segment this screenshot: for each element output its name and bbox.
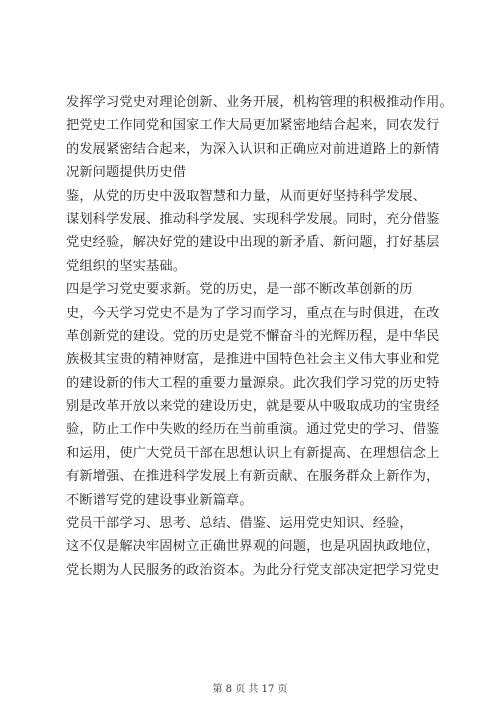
text-line: 别是改革开放以来党的建设历史，就是要从中吸取成功的宝贵经 [66,399,440,415]
text-line: 这不仅是解决牢固树立正确世界观的问题，也是巩固执政地位， [66,539,440,555]
text-line: 党员干部学习、思考、总结、借鉴、运用党史知识、经验， [66,516,413,532]
text-line: 况新问题提供历史借 [66,165,187,181]
text-line: 党组织的坚实基础。 [66,258,187,274]
text-line: 和运用，使广大党员干部在思想认识上有新提高、在理想信念上 [66,445,440,461]
text-line: 族极其宝贵的精神财富，是推进中国特色社会主义伟大事业和党 [66,352,440,368]
document-body [66,91,453,582]
page-number-footer: 第 8 页 共 17 页 [212,684,288,695]
text-line: 发挥学习党史对理论创新、业务开展，机构管理的积极推动作用。 [66,95,453,110]
text-line: 党史经验，解决好党的建设中出现的新矛盾、新问题，打好基层 [66,235,440,251]
text-line: 革创新党的建设。党的历史是党不懈奋斗的光辉历程，是中华民 [66,328,440,344]
text-line: 的发展紧密结合起来，为深入认识和正确应对前进道路上的新情 [66,141,440,157]
text-line: 验，防止工作中失败的经历在当前重演。通过党史的学习、借鉴 [66,422,440,438]
text-line: 不断谱写党的建设事业新篇章。 [66,492,253,508]
text-line: 谋划科学发展、推动科学发展、实现科学发展。同时，充分借鉴 [66,211,440,227]
text-line: 的建设新的伟大工程的重要力量源泉。此次我们学习党的历史特 [66,375,440,391]
text-line: 史，今天学习党史不是为了学习而学习，重点在与时俱进，在改 [66,305,440,321]
text-line: 把党史工作同党和国家工作大局更加紧密地结合起来，同农发行 [66,118,440,134]
text-line: 四是学习党史要求新。党的历史，是一部不断改革创新的历 [66,282,413,298]
text-line: 有新增强、在推进科学发展上有新贡献、在服务群众上新作为， [66,469,440,485]
text-line: 党长期为人民服务的政治资本。为此分行党支部决定把学习党史 [66,562,440,578]
text-line: 鉴，从党的历史中汲取智慧和力量，从而更好坚持科学发展、 [66,188,427,204]
